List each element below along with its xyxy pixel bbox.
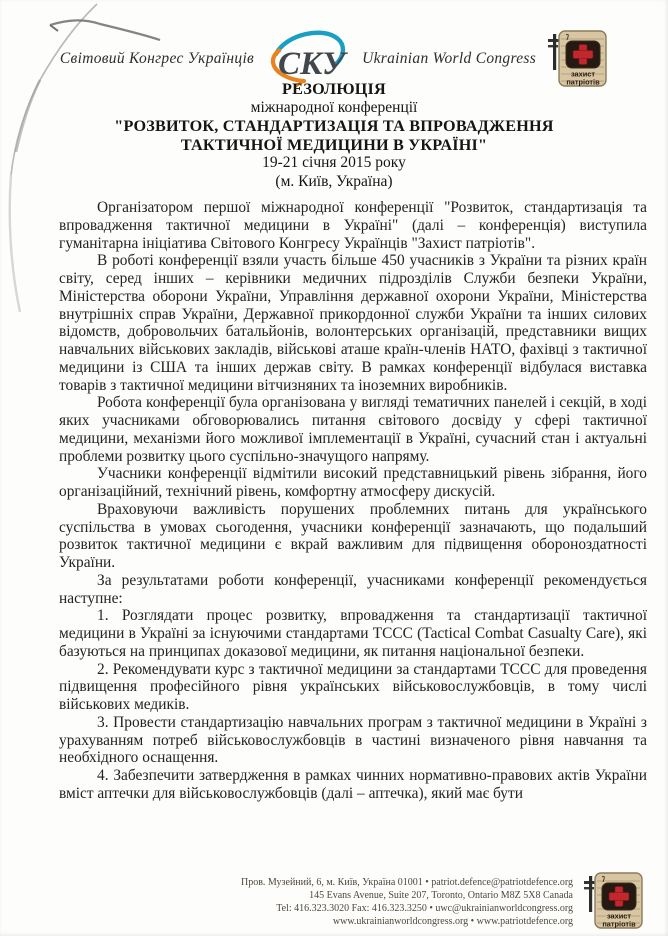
footer-tel-fax: Tel: 416.323.3020 Fax: 416.323.3250 • uwc@ukrainianworldcongress.org [276,903,573,914]
title-block [0,77,668,192]
footer-contact-block [241,872,573,928]
patriot-defence-badge-icon [582,872,644,930]
recommendation-item-1: 1. Розглядати процес розвитку, впровадження та стандартизації тактичної медицини в Україні за існуючими стандартами ТССС (Tactical Combat Casualty Care), які базуються на принципах доказової медицини, як питання національної безпеки. [59,607,647,660]
conference-location: (м. Київ, Україна) [275,172,393,190]
conference-dates: 19-21 січня 2015 року [262,154,406,172]
conference-name-line-1: "РОЗВИТОК, СТАНДАРТИЗАЦІЯ ТА ВПРОВАДЖЕННЯ [114,117,554,136]
document-footer [241,872,644,930]
recommendation-item-4: 4. Забезпечити затвердження в рамках чинних нормативно-правових актів України вміст аптечки для військовослужбовців (далі – аптечка), який має бути [59,767,647,802]
badge-text-line1: захист [571,69,596,79]
resolution-title: РЕЗОЛЮЦІЯ [282,80,386,98]
body-paragraph: Організатором першої міжнародної конференції "Розвиток, стандартизація та впровадження тактичної медицини в Україні" (далі – конференція) виступила гуманітарна ініціатива Світового Конгресу Українців "Захист патріотів". [59,199,647,252]
badge-text-line2: патріотів [602,919,636,929]
badge-text-line1: захист [606,911,632,921]
org-name-english: Ukrainian World Congress [362,50,537,67]
resolution-body [59,199,647,803]
body-paragraph: В роботі конференції взяли участь більше 450 учасників з України та різних країн світу, серед інших – керівники медичних підрозділів Служби безпеки України, Міністерства оборони України, Управління державної охорони України, Міністерства внутрішніх справ України, Державної прикордонної служби України та інших силових відомств, добровольчих батальйонів, волонтерських організацій, представники вищих навчальних військових закладів, військові аташе країн-членів НАТО, фахівці з тактичної медицини із США та інших держав світу. В рамках конференції відбулася виставка товарів з тактичної медицини вітчизняних та іноземних виробників. [59,252,647,394]
recommendation-item-3: 3. Провести стандартизацію навчальних програм з тактичної медицини в Україні з урахуванням потреб військовослужбовців в частині визначеного рівня навчання та необхідного оснащення. [59,713,647,767]
recommendation-item-2: 2. Рекомендувати курс з тактичної медицини за стандартами ТССС для проведення підвищення професійного рівня українських військовослужбовців, в тому числі військових медиків. [59,660,647,713]
badge-text-line2: патріотів [566,77,600,87]
conference-subtitle: міжнародної конференції [250,98,418,116]
sku-logo-text: СКУ [278,46,346,82]
body-paragraph: Учасники конференції відмітили високий представницький рівень зібрання, його організаційний, технічний рівень, комфортну атмосферу дискусій. [59,465,647,500]
footer-address-toronto: 145 Evans Avenue, Suite 207, Toronto, Ontario M8Z 5X8 Canada [309,890,573,901]
body-paragraph: За результатами роботи конференції, учасниками конференції рекомендується наступне: [59,571,647,607]
body-paragraph: Враховуючи важливість порушених проблемних питань для українського суспільства в умовах сьогодення, учасники конференції зазначають, що подальший розвиток тактичної медицини є вкрай важливим для підвищення обороноздатності України. [59,500,647,571]
footer-websites: www.ukrainianworldcongress.org • www.patriotdefence.org [332,916,573,927]
body-paragraph: Робота конференції була організована у вигляді тематичних панелей і секцій, в ході яких учасниками обговорювались питання світового досвіду у сфері тактичної медицини, механізми його можливої імплементації в Україні, сучасний стан і актуальні проблеми розвитку цього суспільно-значущого напряму. [59,394,647,465]
org-name-ukrainian: Світовий Конгрес Українців [59,50,255,67]
footer-address-kyiv: Пров. Музейний, 6, м. Київ, Україна 01001 • patriot.defence@patriotdefence.org [240,877,573,888]
conference-name-line-2: ТАКТИЧНОЇ МЕДИЦИНИ В УКРАЇНІ" [180,135,488,154]
